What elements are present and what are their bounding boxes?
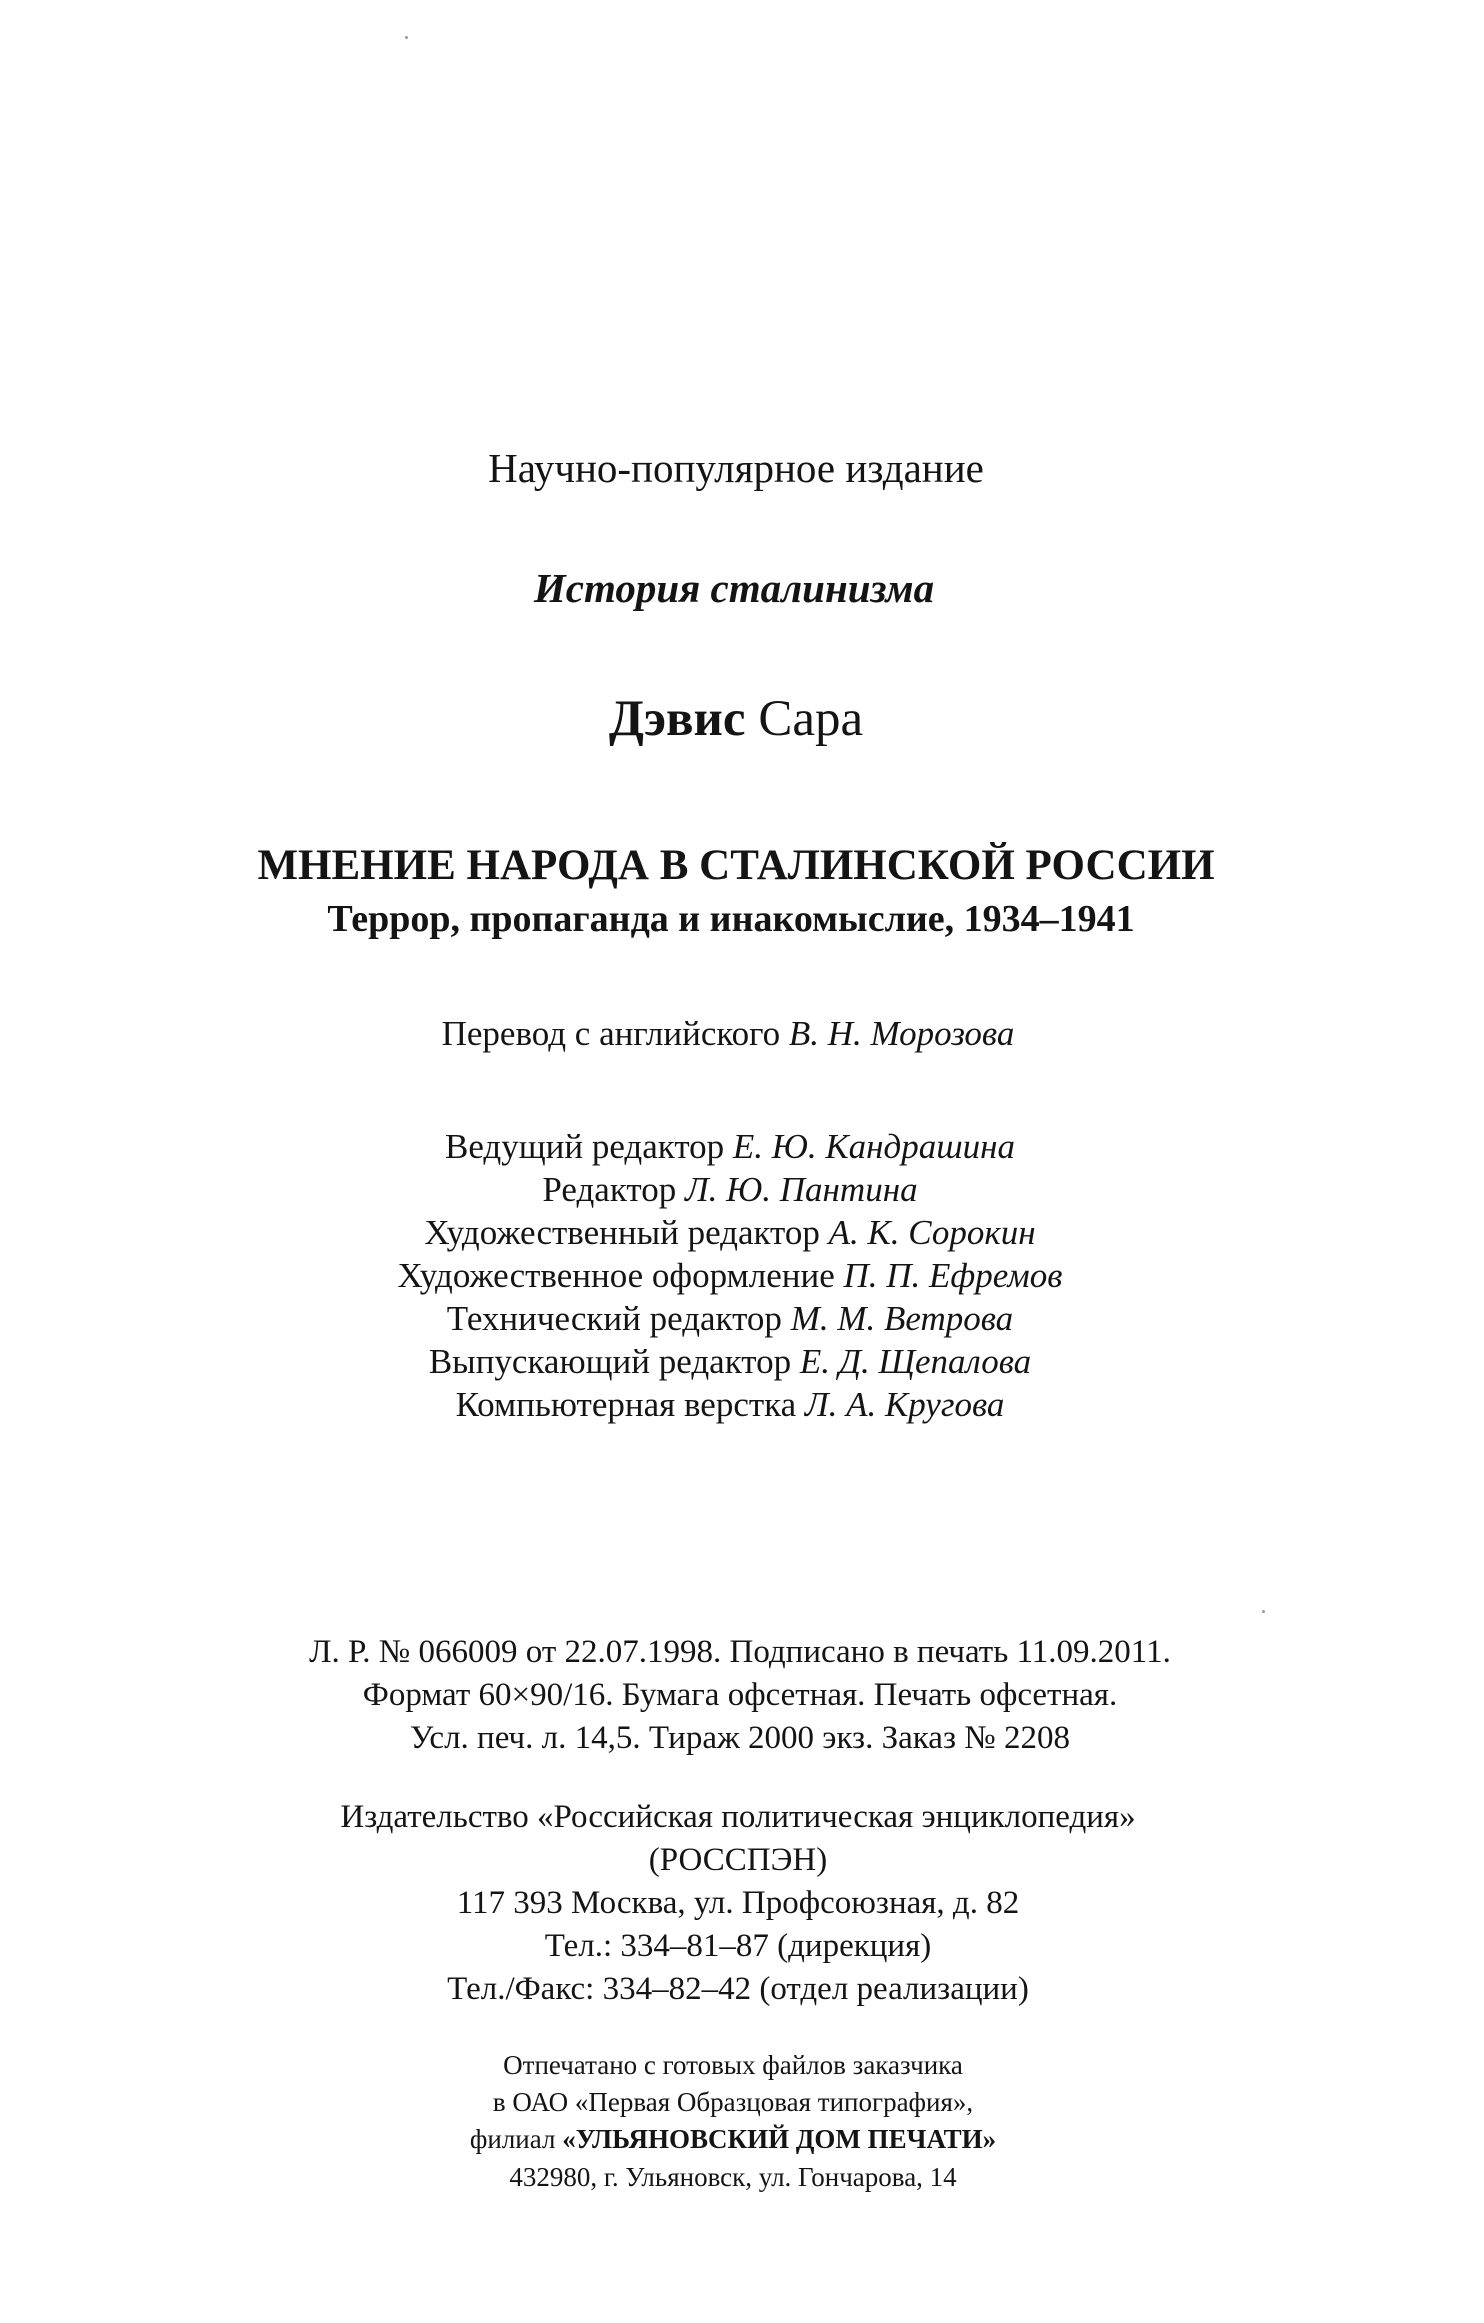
credit-line <box>0 1344 1472 1379</box>
credit-person: Е. Д. Щепалова <box>799 1342 1032 1381</box>
printer-line: Отпечатано с готовых файлов заказчика <box>503 2050 963 2080</box>
scan-speck <box>1262 1610 1265 1613</box>
printer-address: 432980, г. Ульяновск, ул. Гончарова, 14 <box>509 2162 957 2192</box>
translator-name: В. Н. Морозова <box>788 1014 1015 1053</box>
printer-line: в ОАО «Первая Образцовая типография», <box>492 2087 974 2117</box>
book-title: МНЕНИЕ НАРОДА В СТАЛИНСКОЙ РОССИИ <box>257 842 1215 889</box>
credit-role: Ведущий редактор <box>444 1127 725 1166</box>
imprint-line: Усл. печ. л. 14,5. Тираж 2000 экз. Заказ № 2208 <box>410 1720 1070 1756</box>
credit-role: Технический редактор <box>446 1299 782 1338</box>
credit-person: Л. Ю. Пантина <box>684 1170 918 1209</box>
credit-role: Художественное оформление <box>397 1256 835 1295</box>
edition-type: Научно-популярное издание <box>488 445 984 491</box>
translation <box>0 1016 1470 1051</box>
credit-line <box>0 1387 1472 1422</box>
credit-line <box>0 1215 1472 1250</box>
scan-speck <box>405 36 408 39</box>
printer-branch <box>0 2126 1475 2153</box>
publisher-line: Тел.: 334–81–87 (дирекция) <box>544 1928 932 1964</box>
publisher-line: (РОССПЭН) <box>648 1842 828 1878</box>
author-given-name: Сара <box>758 691 864 747</box>
credit-role: Художественный редактор <box>424 1213 820 1252</box>
credit-role: Редактор <box>542 1170 677 1209</box>
credit-line <box>0 1258 1472 1293</box>
credit-person: П. П. Ефремов <box>843 1256 1063 1295</box>
imprint-line: Л. Р. № 066009 от 22.07.1998. Подписано в печать 11.09.2011. <box>309 1634 1171 1670</box>
book-subtitle: Террор, пропаганда и инакомыслие, 1934–1941 <box>327 898 1135 940</box>
credit-line <box>0 1129 1472 1164</box>
imprint-line: Формат 60×90/16. Бумага офсетная. Печать офсетная. <box>362 1677 1118 1713</box>
publisher-line: Тел./Факс: 334–82–42 (отдел реализации) <box>447 1971 1029 2007</box>
translation-label: Перевод с английского <box>441 1014 781 1053</box>
series-title: История сталинизма <box>533 565 935 611</box>
author <box>0 691 1478 747</box>
credit-person: А. К. Сорокин <box>828 1213 1036 1252</box>
credit-line <box>0 1172 1472 1207</box>
credit-person: М. М. Ветрова <box>790 1299 1014 1338</box>
credit-role: Выпускающий редактор <box>428 1342 792 1381</box>
author-surname: Дэвис <box>608 691 746 747</box>
credit-line <box>0 1301 1472 1336</box>
publisher-line: 117 393 Москва, ул. Профсоюзная, д. 82 <box>456 1885 1020 1921</box>
publisher-line: Издательство «Российская политическая энциклопедия» <box>340 1799 1136 1835</box>
branch-name: «УЛЬЯНОВСКИЙ ДОМ ПЕЧАТИ» <box>562 2124 997 2154</box>
credit-role: Компьютерная верстка <box>455 1385 797 1424</box>
credit-person: Л. А. Кругова <box>804 1385 1005 1424</box>
credit-person: Е. Ю. Кандрашина <box>732 1127 1016 1166</box>
branch-label: филиал <box>469 2124 556 2154</box>
